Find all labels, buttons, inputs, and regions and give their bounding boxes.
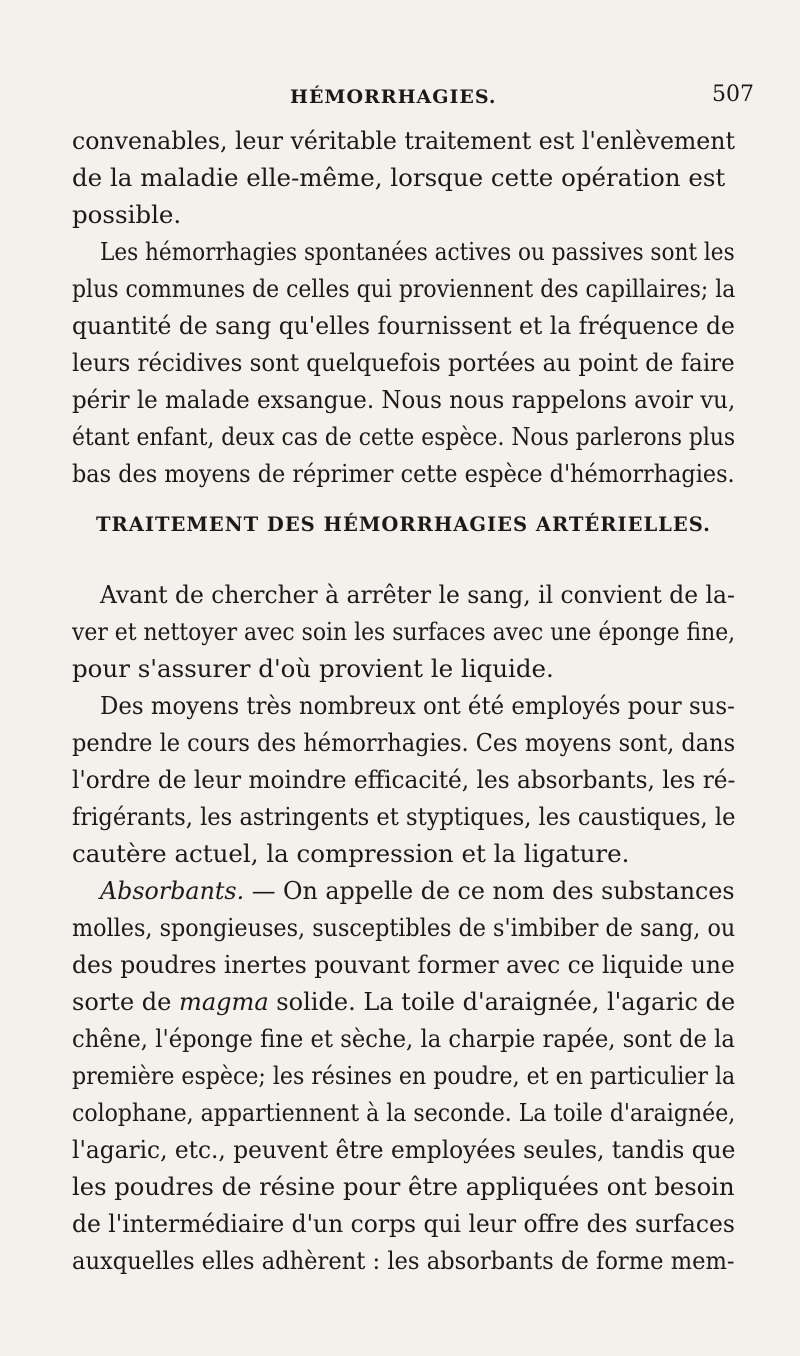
text-line: étant enfant, deux cas de cette espèce. Nous parlerons plus — [72, 422, 736, 451]
text-line: première espèce; les résines en poudre, et en particulier la — [72, 1061, 736, 1090]
italic-term: magma — [179, 987, 269, 1016]
text-line: pendre le cours des hémorrhagies. Ces moyens sont, dans — [72, 728, 736, 757]
text-line: bas des moyens de réprimer cette espèce d'hémorrhagies. — [72, 459, 735, 488]
text-line: pour s'assurer d'où provient le liquide. — [72, 654, 554, 683]
text-line: Avant de chercher à arrêter le sang, il convient de la- — [100, 580, 735, 609]
text-line: auxquelles elles adhèrent : les absorbants de forme mem- — [72, 1246, 735, 1275]
text-line: chêne, l'éponge fine et sèche, la charpie rapée, sont de la — [72, 1024, 735, 1053]
page-number: 507 — [712, 82, 754, 107]
text-line: frigérants, les astringents et styptiques, les caustiques, le — [72, 802, 736, 831]
text-line: périr le malade exsangue. Nous nous rappelons avoir vu, — [72, 385, 736, 414]
text-line: des poudres inertes pouvant former avec ce liquide une — [72, 950, 735, 979]
text-line: ver et nettoyer avec soin les surfaces avec une éponge fine, — [72, 617, 736, 646]
text-line: quantité de sang qu'elles fournissent et la fréquence de — [72, 311, 735, 340]
text-span: — On appelle de ce nom des substances — [244, 876, 735, 905]
section-title: TRAITEMENT DES HÉMORRHAGIES ARTÉRIELLES. — [96, 513, 711, 536]
text-line: leurs récidives sont quelquefois portées au point de faire — [72, 348, 735, 377]
text-line: l'agaric, etc., peuvent être employées seules, tandis que — [72, 1135, 736, 1164]
text-line: convenables, leur véritable traitement est l'enlèvement — [72, 126, 735, 155]
text-line: Des moyens très nombreux ont été employés pour sus- — [100, 691, 735, 720]
text-line — [72, 987, 735, 1017]
text-line: l'ordre de leur moindre efficacité, les absorbants, les ré- — [72, 765, 736, 794]
text-span: solide. La toile d'araignée, l'agaric de — [268, 987, 736, 1016]
running-head: HÉMORRHAGIES. — [290, 86, 497, 108]
text-line — [100, 876, 735, 906]
text-line: colophane, appartiennent à la seconde. La toile d'araignée, — [72, 1098, 736, 1127]
text-line: plus communes de celles qui proviennent des capillaires; la — [72, 274, 736, 303]
subheading-absorbants: Absorbants. — [100, 876, 245, 905]
text-span: sorte de — [72, 987, 180, 1016]
text-line: cautère actuel, la compression et la ligature. — [72, 839, 630, 868]
text-line: de la maladie elle-même, lorsque cette opération est — [72, 163, 726, 192]
text-line: possible. — [72, 200, 182, 229]
text-line: les poudres de résine pour être appliquées ont besoin — [72, 1172, 735, 1201]
text-line: de l'intermédiaire d'un corps qui leur offre des surfaces — [72, 1209, 735, 1238]
text-line: Les hémorrhagies spontanées actives ou passives sont les — [100, 237, 735, 266]
text-line: molles, spongieuses, susceptibles de s'imbiber de sang, ou — [72, 913, 736, 942]
